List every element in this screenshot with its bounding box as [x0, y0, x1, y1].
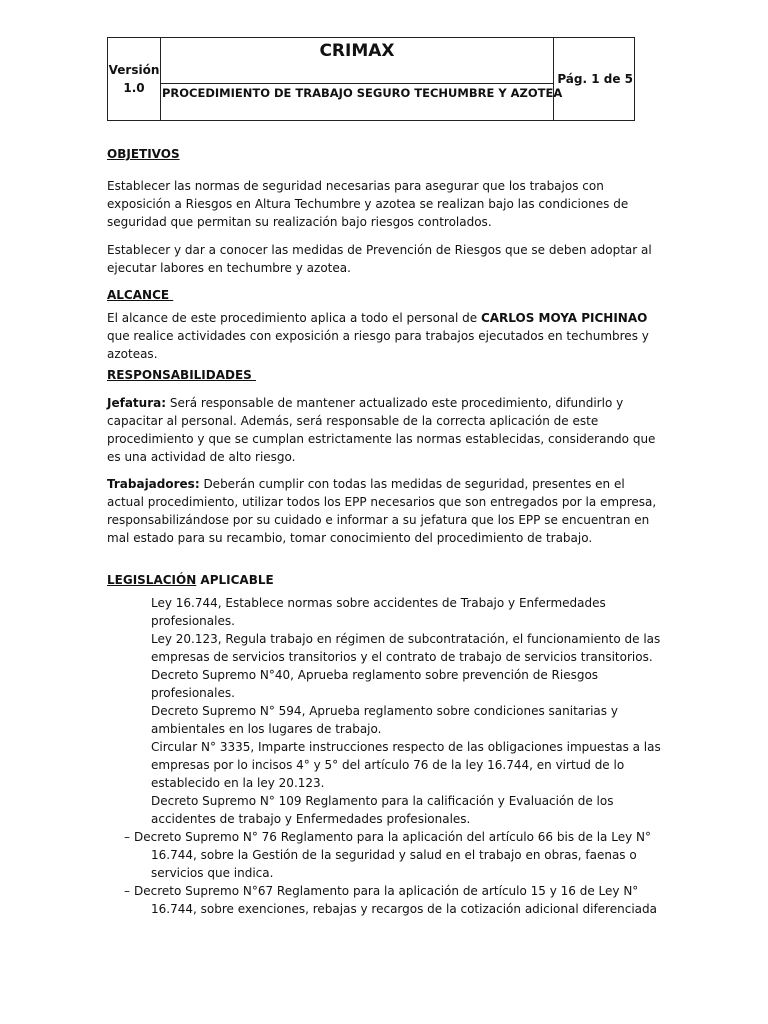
dash-law-item — [107, 828, 663, 882]
trabajadores-paragraph — [107, 475, 663, 547]
alcance-heading: ALCANCE — [107, 288, 174, 302]
alcance-text-before: El alcance de este procedimiento aplica a todo el personal de — [107, 311, 481, 325]
dash-law-item — [107, 882, 663, 918]
document-title: PROCEDIMIENTO DE TRABAJO SEGURO TECHUMBRE Y AZOTEA — [162, 86, 563, 100]
law-item: Decreto Supremo N°40, Aprueba reglamento sobre prevención de Riesgos profesionales. — [151, 668, 599, 700]
law-item: Decreto Supremo N° 594, Aprueba reglamento sobre condiciones sanitarias y ambientales en los lugares de trabajo. — [151, 704, 618, 736]
objetivos-paragraph-2: Establecer y dar a conocer las medidas de Prevención de Riesgos que se deben adoptar al ejecutar labores en techumbre y azotea. — [107, 243, 652, 275]
objetivos-paragraph-1: Establecer las normas de seguridad necesarias para asegurar que los trabajos con exposición a Riesgos en Altura Techumbre y azotea se realizan bajo las condiciones de seguridad que permitan su realización bajo riesgos controlados. — [107, 179, 629, 229]
laws-list — [107, 594, 663, 828]
alcance-company-name: CARLOS MOYA PICHINAO — [480, 311, 648, 325]
law-item: Ley 16.744, Establece normas sobre accidentes de Trabajo y Enfermedades profesionales. — [151, 596, 606, 628]
company-name: CRIMAX — [161, 38, 553, 84]
page-number: Pág. 1 de 5 — [553, 38, 634, 120]
jefatura-text: Será responsable de mantener actualizado este procedimiento, difundirlo y capacitar al personal. Además, será responsable de la correcta aplicación de este procedimiento y que se cumplan estrictamente las normas establecidas, considerando que es una actividad de alto riesgo. — [107, 396, 656, 464]
legislacion-heading-underlined: LEGISLACIÓN — [107, 573, 197, 587]
jefatura-label: Jefatura: — [107, 396, 167, 410]
law-item: Ley 20.123, Regula trabajo en régimen de subcontratación, el funcionamiento de las empresas de servicios transitorios y el contrato de trabajo de servicios transitorios. — [151, 632, 661, 664]
trabajadores-label: Trabajadores: — [107, 477, 200, 491]
objetivos-heading: OBJETIVOS — [107, 147, 180, 161]
jefatura-paragraph — [107, 394, 663, 466]
version-number: 1.0 — [123, 81, 145, 95]
dash-law-text: Decreto Supremo N°67 Reglamento para la aplicación de artículo 15 y 16 de Ley N° 16.744, sobre exenciones, rebajas y recargos de la cotización adicional diferenciada — [134, 884, 657, 916]
law-item: Decreto Supremo N° 109 Reglamento para la calificación y Evaluación de los accidentes de trabajo y Enfermedades profesionales. — [151, 794, 614, 826]
legislacion-heading — [107, 571, 663, 589]
document-body — [107, 145, 663, 918]
dash-bullet: – — [124, 884, 130, 898]
trabajadores-text: Deberán cumplir con todas las medidas de seguridad, presentes en el actual procedimiento, utilizar todos los EPP necesarios que son entregados por la empresa, responsabilizándose por su cuidado e informar a su jefatura que los EPP se encuentran en mal estado para su recambio, tomar conocimiento del procedimiento de trabajo. — [107, 477, 657, 545]
document-header-table — [107, 37, 635, 121]
version-cell — [108, 38, 161, 120]
version-label: Versión — [108, 63, 160, 77]
alcance-paragraph — [107, 309, 663, 363]
legislacion-heading-rest: APLICABLE — [196, 573, 274, 587]
dash-law-text: Decreto Supremo N° 76 Reglamento para la aplicación del artículo 66 bis de la Ley N° 16.744, sobre la Gestión de la seguridad y salud en el trabajo en obras, faenas o servicios que indica. — [134, 830, 651, 880]
responsabilidades-heading: RESPONSABILIDADES — [107, 368, 256, 382]
law-item: Circular N° 3335, Imparte instrucciones respecto de las obligaciones impuestas a las empresas por lo incisos 4° y 5° del artículo 76 de la ley 16.744, en virtud de lo establecido en la ley 20.123. — [151, 740, 661, 790]
title-cell — [161, 38, 563, 120]
alcance-text-after: que realice actividades con exposición a riesgo para trabajos ejecutados en techumbres y azoteas. — [107, 329, 649, 361]
dash-bullet: – — [124, 830, 130, 844]
